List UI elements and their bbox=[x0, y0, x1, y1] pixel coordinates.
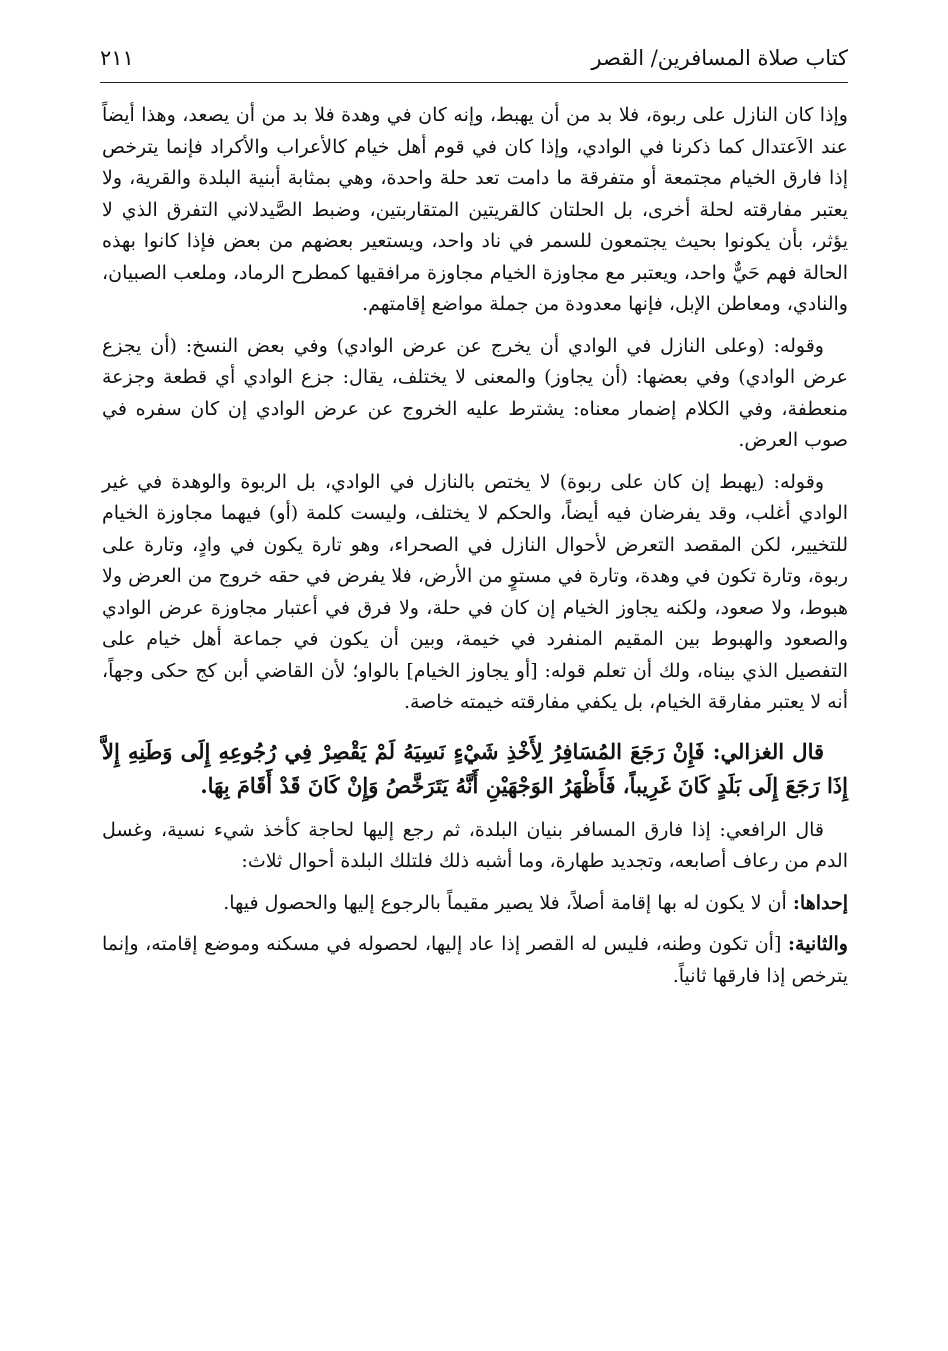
paragraph-text: وقوله: (يهبط إن كان على ربوة) لا يختص بالنازل في الوادي، بل الربوة والوهدة في غير الوادي أغلب، وقد يفرضان فيه أيضاً، والحكم لا يختلف، وليست كلمة (أو) فيهما مجاوزة الخيام للتخيير، لكن المقصد التعرض لأحوال النازل في الصحراء، وهو تارة يكون في وادٍ، وتارة على ربوة، وتارة تكون في وهدة، وتارة في مستوٍ من الأرض، فلا يفرض في حقه خروج من العرض ولا هبوط، ولا صعود، ولكنه يجاوز الخيام إن كان في حلة، ولا فرق في أعتبار مجاوزة عرض الوادي والصعود والهبوط بين المقيم المنفرد في خيمة، وبين أن يكون في جماعة أهل خيام على التفصيل الذي بيناه، ولك أن تعلم قوله: [أو يجاوز الخيام] بالواو؛ لأن القاضي أبن كج حكى وجهاً، أنه لا يعتبر مفارقة الخيام، بل يكفي مفارقته خيمته خاصة. bbox=[102, 470, 848, 713]
paragraph-first-case bbox=[102, 888, 848, 920]
paragraph-text: [أن تكون وطنه، فليس له القصر إذا عاد إليها، لحصوله في مسكنه وموضع إقامته، وإنما يترخص إذا فارقها ثانياً. bbox=[102, 933, 848, 987]
paragraph-2 bbox=[102, 331, 848, 457]
case-lead: والثانية: bbox=[788, 933, 848, 955]
paragraph-3 bbox=[102, 467, 848, 719]
paragraph-text: أن لا يكون له بها إقامة أصلاً، فلا يصير مقيماً بالرجوع إليها والحصول فيها. bbox=[223, 891, 793, 914]
running-title: كتاب صلاة المسافرين/ القصر bbox=[591, 46, 848, 70]
paragraph-text: وقوله: (وعلى النازل في الوادي أن يخرج عن عرض الوادي) وفي بعض النسخ: (أن يجزع عرض الوادي) وفي بعضها: (أن يجاوز) والمعنى لا يختلف، يقال: جزع الوادي أي قطعة وجزعة منعطفة، وفي الكلام إضمار معناه: يشترط عليه الخروج عن عرض الوادي إن كان سفره في صوب العرض. bbox=[102, 334, 848, 451]
paragraph-rafii bbox=[102, 815, 848, 878]
page-number: ٢١١ bbox=[100, 46, 134, 70]
page-body bbox=[102, 100, 848, 1002]
quote-text: فَإِنْ رَجَعَ المُسَافِرُ لِأَخْذِ شَيْءٍ نَسِيَهُ لَمْ يَقْصِرْ فِي رُجُوعِهِ إِلَى وَطَنِهِ إِلاَّ إِذَا رَجَعَ إِلَى بَلَدٍ كَانَ غَرِيباً، فَأَظْهَرُ الوَجْهَيْنِ أَنَّهُ يَتَرَخَّصُ وَإِنْ كَانَ قَدْ أَقَامَ بِهَا. bbox=[102, 738, 848, 798]
header-rule bbox=[100, 82, 848, 83]
quote-lead: قال الغزالي: bbox=[712, 738, 824, 764]
paragraph-1 bbox=[102, 100, 848, 321]
ghazali-quote bbox=[102, 735, 848, 803]
paragraph-second-case bbox=[102, 929, 848, 992]
paragraph-text: وإذا كان النازل على ربوة، فلا بد من أن يهبط، وإنه كان في وهدة فلا بد من أن يصعد، وهذا أيضاً عند الاَعتدال كما ذكرنا في الوادي، وإذا كان في قوم أهل خيام كالأعراب والأكراد فإنما يترخص إذا فارق الخيام مجتمعة أو متفرقة ما دامت تعد حلة واحدة، وهي بمثابة أبنية البلدة والقرية، ولا يعتبر مفارقته لحلة أخرى، بل الحلتان كالقريتين المتقاربتين، وضبط الصَّيدلاني التفرق الذي لا يؤثر، بأن يكونوا بحيث يجتمعون للسمر في ناد واحد، ويستعير بعضهم من بعض فإذا كانوا بهذه الحالة فهم حَيٌّ واحد، ويعتبر مع مجاوزة الخيام مجاوزة مرافقيها كمطرح الرماد، وملعب الصبيان، والنادي، ومعاطن الإبل، فإنها معدودة من جملة مواضع إقامتهم. bbox=[102, 104, 848, 315]
paragraph-text: قال الرافعي: إذا فارق المسافر بنيان البلدة، ثم رجع إليها لحاجة كأخذ شيء نسية، وغسل الدم من رعاف أصابعه، وتجديد طهارة، وما أشبه ذلك فلتلك البلدة أحوال ثلاث: bbox=[102, 818, 848, 872]
page-header bbox=[100, 40, 848, 76]
case-lead: إحداها: bbox=[792, 891, 848, 914]
